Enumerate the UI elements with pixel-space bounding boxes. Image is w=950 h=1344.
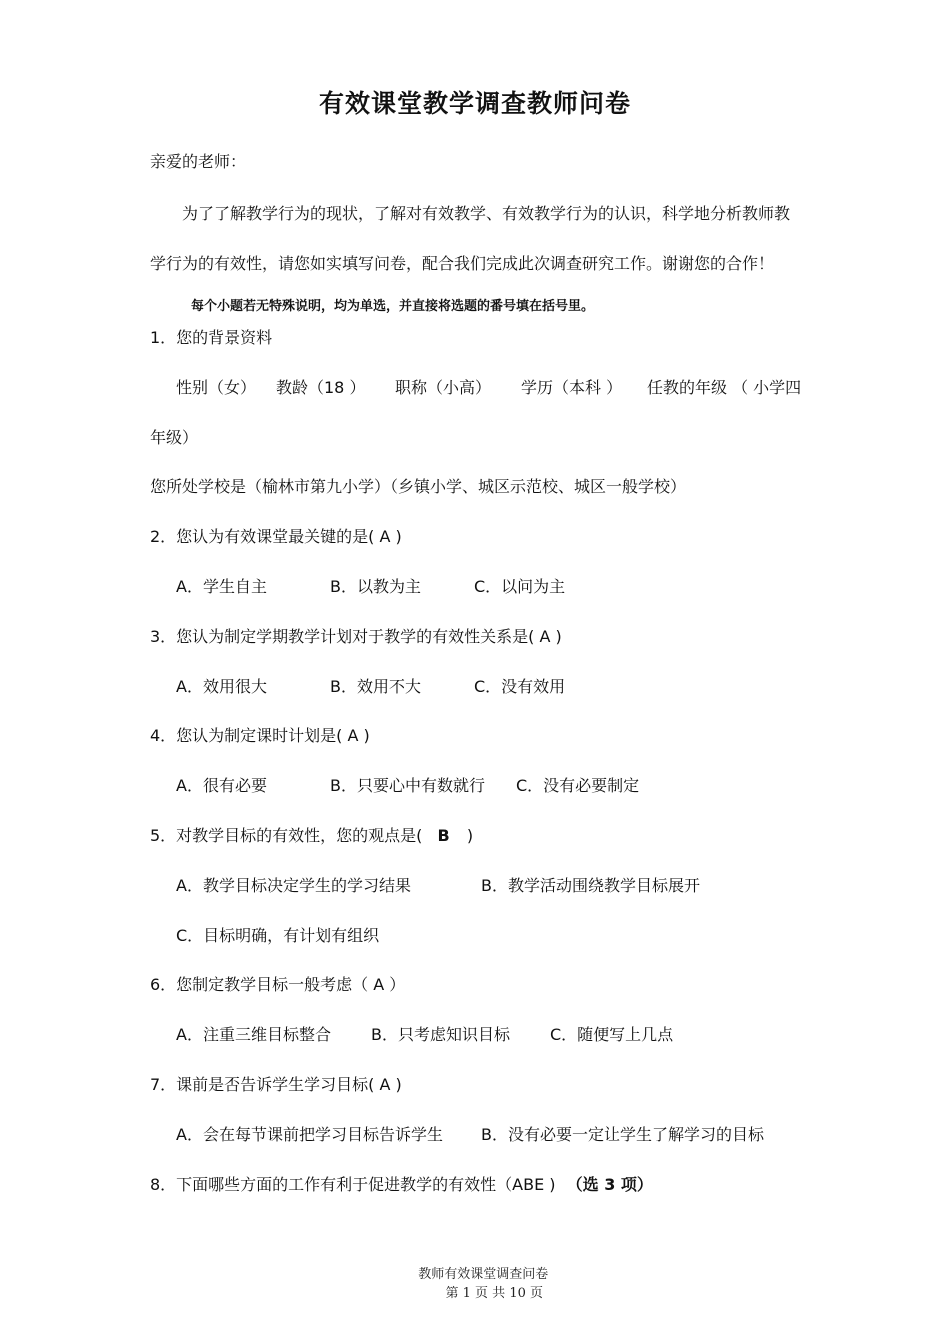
- question-5-title: [150, 826, 473, 846]
- q5-answer: B: [437, 826, 450, 845]
- question-4-title: 4．您认为制定课时计划是( A ): [150, 726, 370, 745]
- q6-option-c: C．随便写上几点: [550, 1025, 674, 1044]
- footer-doc-name: 教师有效课堂调查问卷: [418, 1267, 549, 1282]
- question-8-title: [150, 1175, 653, 1195]
- question-6-title: 6．您制定教学目标一般考虑（ A ）: [150, 975, 406, 994]
- question-1-title: 1．您的背景资料: [150, 328, 273, 347]
- q1-education: 学历（本科 ）: [521, 378, 623, 397]
- q1-grade-continued: 年级）: [150, 428, 199, 447]
- q4-option-b: B．只要心中有数就行: [330, 776, 485, 795]
- q8-select-count: （选 3 项）: [566, 1175, 653, 1194]
- instruction-note: 每个小题若无特殊说明，均为单选，并直接将选题的番号填在括号里。: [191, 299, 595, 314]
- q5-title-close: ): [466, 826, 474, 845]
- q5-option-b: B．教学活动围绕教学目标展开: [481, 876, 700, 895]
- q6-option-a: A．注重三维目标整合: [176, 1025, 331, 1044]
- q1-grade: 任教的年级 （ 小学四: [647, 378, 802, 397]
- intro-line-2: 学行为的有效性，请您如实填写问卷，配合我们完成此次调查研究工作。谢谢您的合作！: [150, 254, 775, 273]
- q5-option-a: A．教学目标决定学生的学习结果: [176, 876, 411, 895]
- q5-title-text: 5．对教学目标的有效性，您的观点是(: [150, 826, 423, 845]
- q3-option-a: A．效用很大: [176, 677, 267, 696]
- q1-school: 您所处学校是（榆林市第九小学）（乡镇小学、城区示范校、城区一般学校）: [150, 477, 687, 496]
- q7-option-b: B．没有必要一定让学生了解学习的目标: [481, 1125, 764, 1144]
- question-2-title: 2．您认为有效课堂最关键的是( A ): [150, 527, 402, 546]
- q7-option-a: A．会在每节课前把学习目标告诉学生: [176, 1125, 443, 1144]
- question-3-title: 3．您认为制定学期教学计划对于教学的有效性关系是( A ): [150, 627, 562, 646]
- greeting: 亲爱的老师：: [150, 152, 247, 171]
- q1-teaching-years: 教龄（18 ）: [276, 378, 366, 397]
- q6-option-b: B．只考虑知识目标: [371, 1025, 510, 1044]
- q3-option-b: B．效用不大: [330, 677, 421, 696]
- q2-option-c: C．以问为主: [474, 577, 566, 596]
- q1-job-title: 职称（小高）: [395, 378, 492, 397]
- intro-line-1: 为了了解教学行为的现状，了解对有效教学、有效教学行为的认识，科学地分析教师教: [182, 204, 791, 223]
- q4-option-c: C．没有必要制定: [516, 776, 640, 795]
- page-footer: [0, 1248, 950, 1316]
- q2-option-a: A．学生自主: [176, 577, 267, 596]
- q2-option-b: B．以教为主: [330, 577, 421, 596]
- question-7-title: 7．课前是否告诉学生学习目标( A ): [150, 1075, 402, 1094]
- q5-option-c: C．目标明确，有计划有组织: [176, 926, 380, 945]
- footer-page-info: 第 1 页 共 10 页: [445, 1286, 543, 1301]
- q8-title-text: 8．下面哪些方面的工作有利于促进教学的有效性（ABE ): [150, 1175, 556, 1194]
- q1-gender: 性别（女）: [176, 378, 257, 397]
- q4-option-a: A．很有必要: [176, 776, 267, 795]
- page-title: 有效课堂教学调查教师问卷: [318, 89, 631, 118]
- q3-option-c: C．没有效用: [474, 677, 566, 696]
